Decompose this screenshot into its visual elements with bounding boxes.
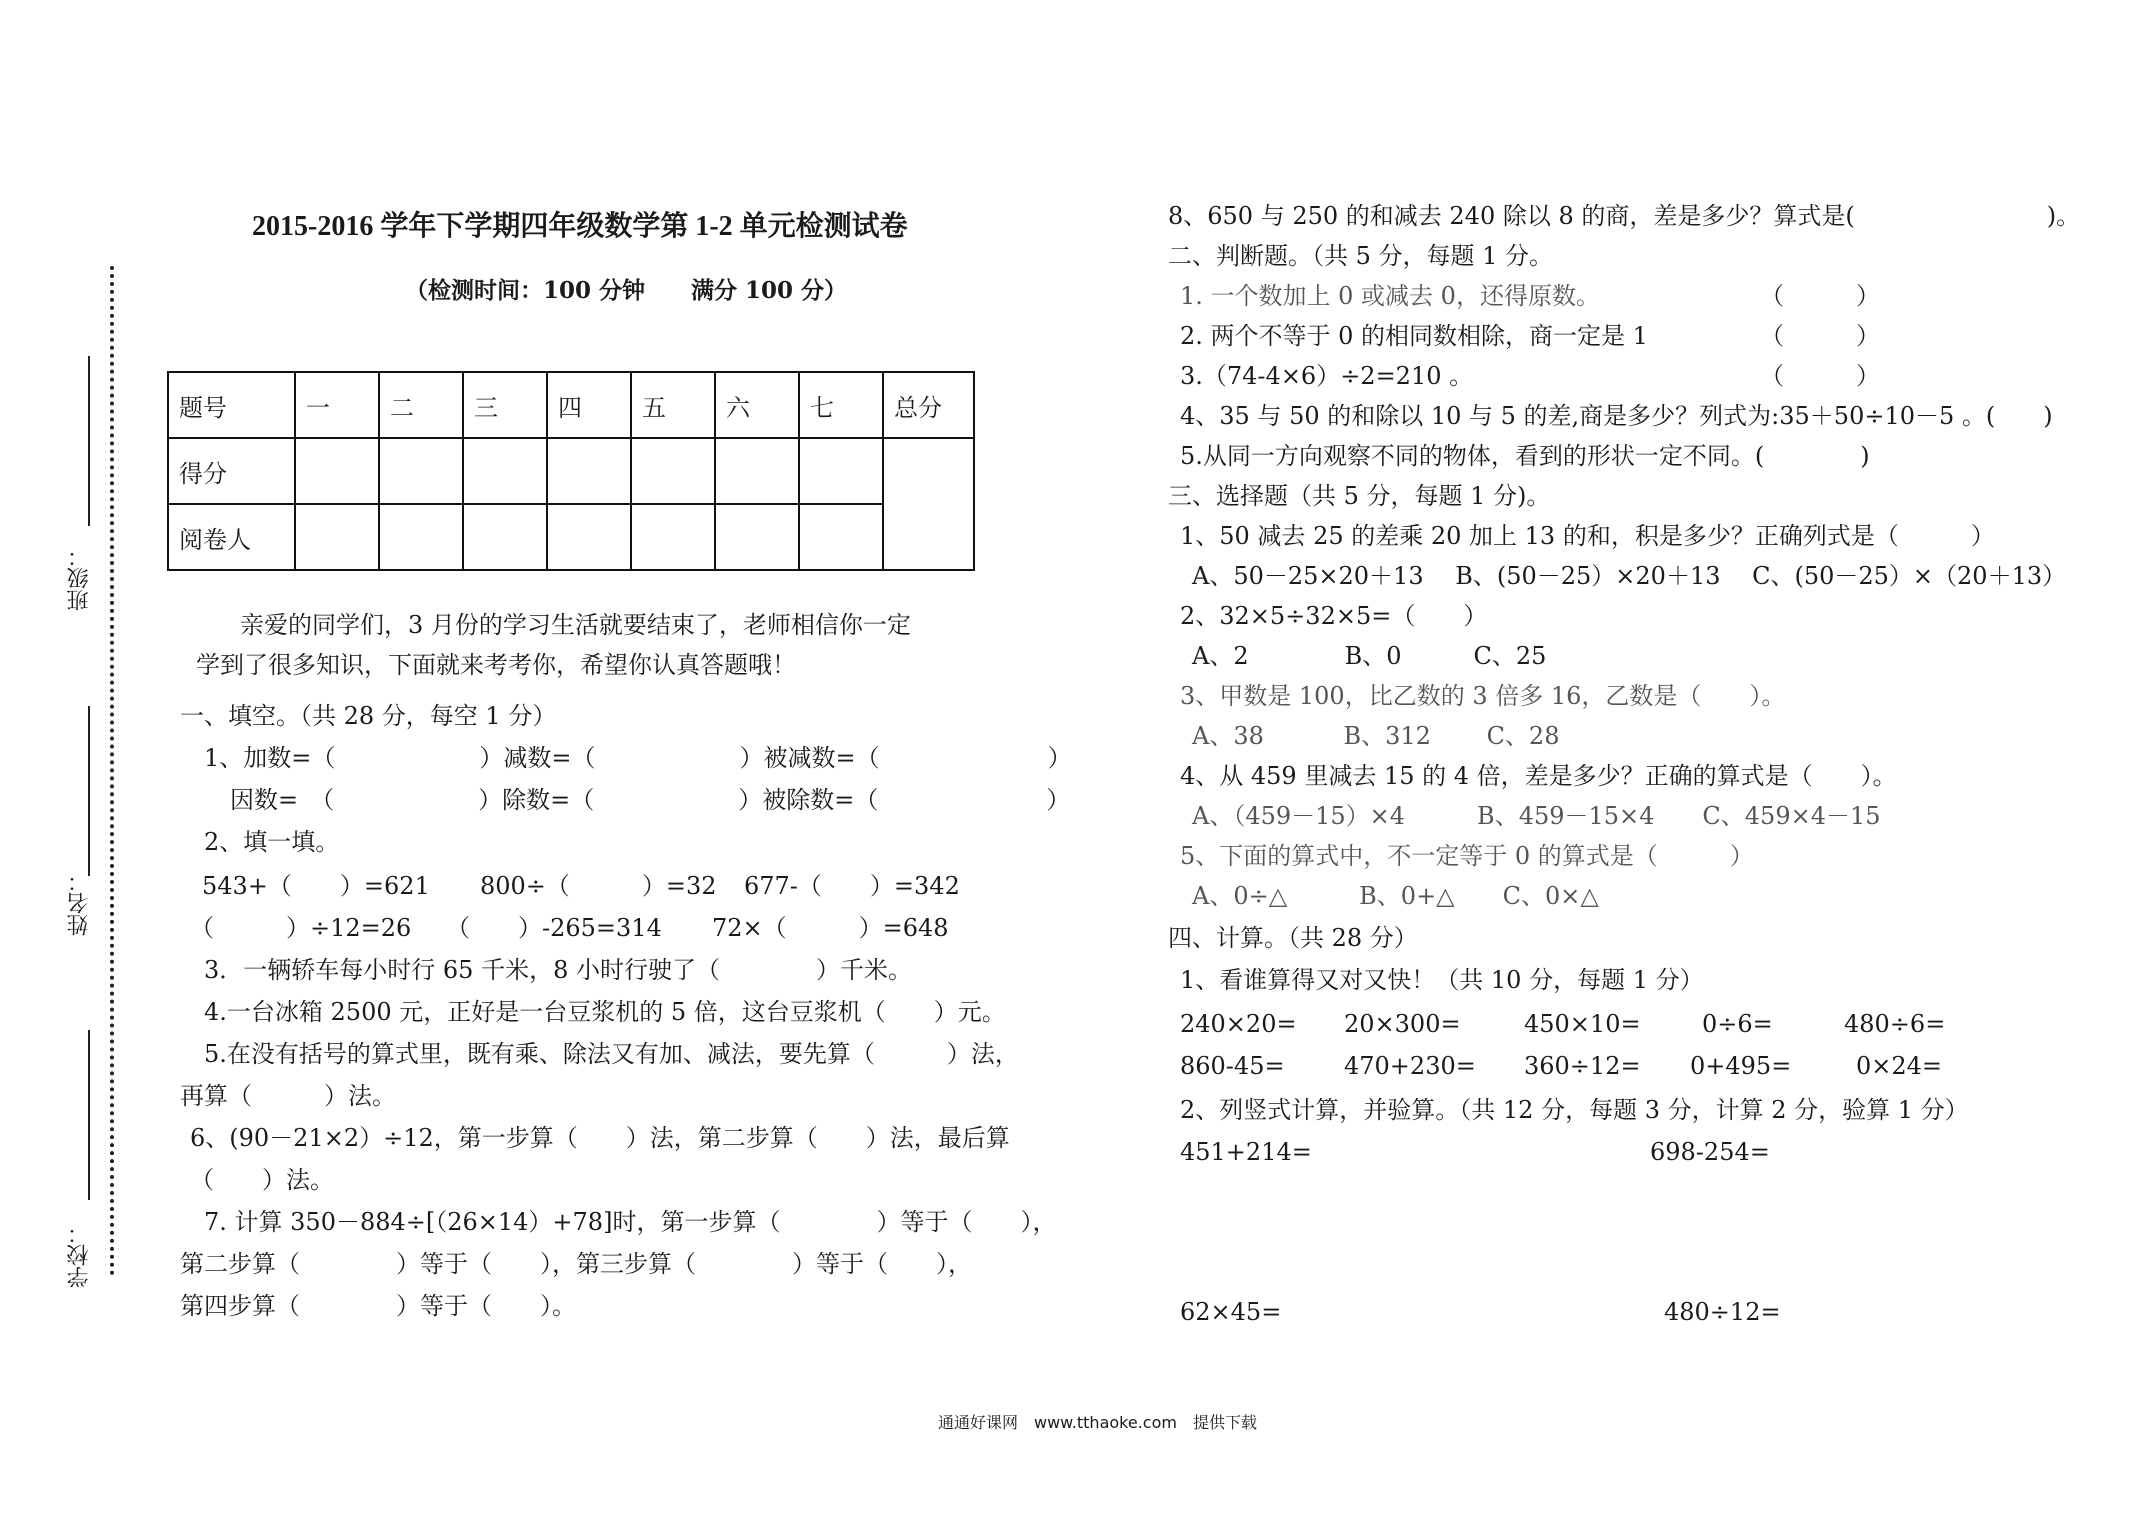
question-2b-3: 72×（ ）=648 [712, 914, 949, 942]
choice-5-options: A、0÷△ B、0+△ C、0×△ [1192, 882, 1599, 910]
class-label: 班级： [67, 545, 92, 611]
score-cell[interactable] [547, 438, 631, 504]
section-2-heading: 二、判断题。（共 5 分，每题 1 分。 [1168, 242, 1554, 270]
question-7b: 第二步算（ ）等于（ ），第三步算（ ）等于（ ）， [180, 1250, 972, 1278]
calc-item: 480÷6= [1844, 1010, 1946, 1038]
grader-cell[interactable] [547, 504, 631, 570]
table-cell: 一 [295, 372, 379, 438]
question-7c: 第四步算（ ）等于（ ）。 [180, 1292, 576, 1320]
school-line [88, 1030, 90, 1200]
section-3-heading: 三、选择题（共 5 分，每题 1 分)。 [1168, 482, 1551, 510]
judge-2: 2. 两个不等于 0 的相同数相除，商一定是 1 [1180, 322, 1648, 350]
calc-item: 860-45= [1180, 1052, 1285, 1080]
school-label: 学校： [67, 1222, 92, 1288]
calc-item: 0+495= [1690, 1052, 1792, 1080]
grader-cell[interactable] [715, 504, 799, 570]
question-2a-3: 677-（ ）=342 [744, 872, 960, 900]
question-4: 4.一台冰箱 2500 元，正好是一台豆浆机的 5 倍，这台豆浆机（ ）元。 [204, 998, 1006, 1026]
table-cell: 五 [631, 372, 715, 438]
total-score-cell[interactable] [883, 438, 974, 570]
vertical-calc-4: 480÷12= [1664, 1298, 1781, 1326]
calc-2-heading: 2、列竖式计算，并验算。（共 12 分，每题 3 分，计算 2 分，验算 1 分） [1180, 1096, 1969, 1124]
question-2a-2: 800÷（ ）=32 [480, 872, 717, 900]
score-cell[interactable] [379, 438, 463, 504]
footer-source: 通通好课网 www.tthaoke.com 提供下载 [938, 1413, 1257, 1432]
judge-1: 1. 一个数加上 0 或减去 0，还得原数。 [1180, 282, 1600, 310]
grader-row [168, 504, 974, 570]
vertical-calc-2: 698-254= [1650, 1138, 1770, 1166]
name-label: 姓名： [67, 870, 92, 936]
intro-line-1: 亲爱的同学们，3 月份的学习生活就要结束了，老师相信你一定 [240, 611, 911, 639]
name-line [88, 706, 90, 876]
question-6b: （ ）法。 [190, 1166, 334, 1194]
judge-2-answer[interactable]: （ ） [1760, 322, 1880, 350]
judge-5: 5.从同一方向观察不同的物体，看到的形状一定不同。( ) [1180, 442, 1870, 470]
choice-5: 5、下面的算式中，不一定等于 0 的算式是（ ） [1180, 842, 1754, 870]
choice-4: 4、从 459 里减去 15 的 4 倍，差是多少？正确的算式是（ ）。 [1180, 762, 1897, 790]
calc-item: 240×20= [1180, 1010, 1297, 1038]
choice-2-options: A、2 B、0 C、25 [1192, 642, 1547, 670]
question-1a: 1、加数=（ ）减数=（ ）被减数=（ ） [204, 744, 1072, 772]
calc-item: 360÷12= [1524, 1052, 1641, 1080]
grader-cell[interactable] [631, 504, 715, 570]
section-4-heading: 四、计算。（共 28 分） [1168, 924, 1418, 952]
score-cell[interactable] [799, 438, 883, 504]
table-cell: 得分 [168, 438, 295, 504]
question-2b-2: （ ）-265=314 [446, 914, 662, 942]
page-title: 2015-2016 学年下学期四年级数学第 1-2 单元检测试卷 [252, 211, 908, 242]
table-cell: 题号 [168, 372, 295, 438]
calc-1-heading: 1、看谁算得又对又快！（共 10 分，每题 1 分） [1180, 966, 1704, 994]
question-8: 8、650 与 250 的和减去 240 除以 8 的商，差是多少？算式是( )。 [1168, 202, 2081, 230]
choice-1: 1、50 减去 25 的差乘 20 加上 13 的和，积是多少？正确列式是（ ） [1180, 522, 1995, 550]
question-5a: 5.在没有括号的算式里，既有乘、除法又有加、减法，要先算（ ）法， [204, 1040, 1019, 1068]
score-cell[interactable] [463, 438, 547, 504]
vertical-calc-1: 451+214= [1180, 1138, 1312, 1166]
judge-3-answer[interactable]: （ ） [1760, 362, 1880, 390]
vertical-calc-3: 62×45= [1180, 1298, 1282, 1326]
choice-1-options: A、50－25×20＋13 B、(50－25）×20＋13 C、(50－25）×（20＋13） [1192, 562, 2067, 590]
question-3: 3．一辆轿车每小时行 65 千米，8 小时行驶了（ ）千米。 [204, 956, 912, 984]
table-cell: 四 [547, 372, 631, 438]
score-row [168, 438, 974, 504]
table-cell: 三 [463, 372, 547, 438]
table-cell: 阅卷人 [168, 504, 295, 570]
question-6a: 6、(90－21×2）÷12，第一步算（ ）法，第二步算（ ）法，最后算 [190, 1124, 1010, 1152]
table-cell: 七 [799, 372, 883, 438]
question-2a-1: 543+（ ）=621 [202, 872, 430, 900]
question-7a: 7. 计算 350－884÷[（26×14）+78]时，第一步算（ ）等于（ ）， [204, 1208, 1057, 1236]
grader-cell[interactable] [799, 504, 883, 570]
page-subtitle: （检测时间：100 分钟 满分 100 分） [405, 277, 848, 304]
grader-cell[interactable] [379, 504, 463, 570]
score-cell[interactable] [295, 438, 379, 504]
score-table-header-row [168, 372, 974, 438]
table-cell: 二 [379, 372, 463, 438]
calc-item: 470+230= [1344, 1052, 1476, 1080]
grader-cell[interactable] [295, 504, 379, 570]
question-2: 2、填一填。 [204, 828, 340, 856]
choice-3-options: A、38 B、312 C、28 [1192, 722, 1560, 750]
choice-2: 2、32×5÷32×5=（ ） [1180, 602, 1488, 630]
choice-3: 3、甲数是 100，比乙数的 3 倍多 16，乙数是（ ）。 [1180, 682, 1786, 710]
judge-3: 3.（74-4×6）÷2=210 。 [1180, 362, 1474, 390]
calc-item: 0×24= [1856, 1052, 1943, 1080]
intro-line-2: 学到了很多知识，下面就来考考你，希望你认真答题哦！ [196, 651, 796, 679]
score-cell[interactable] [715, 438, 799, 504]
choice-4-options: A、（459－15）×4 B、459－15×4 C、459×4－15 [1192, 802, 1881, 830]
table-cell: 六 [715, 372, 799, 438]
score-cell[interactable] [631, 438, 715, 504]
calc-item: 20×300= [1344, 1010, 1461, 1038]
question-2b-1: （ ）÷12=26 [190, 914, 412, 942]
grader-cell[interactable] [463, 504, 547, 570]
class-line [88, 356, 90, 526]
question-1b: 因数= （ ）除数=（ ）被除数=（ ） [230, 786, 1071, 814]
section-1-heading: 一、填空。（共 28 分，每空 1 分） [180, 702, 557, 730]
question-5b: 再算（ ）法。 [180, 1082, 396, 1110]
judge-1-answer[interactable]: （ ） [1760, 282, 1880, 310]
binding-dotted-line [110, 266, 114, 1276]
calc-item: 0÷6= [1702, 1010, 1773, 1038]
judge-4: 4、35 与 50 的和除以 10 与 5 的差,商是多少？列式为:35＋50÷10－5 。( ) [1180, 402, 2053, 430]
score-table [167, 371, 975, 571]
calc-item: 450×10= [1524, 1010, 1641, 1038]
table-cell: 总分 [883, 372, 974, 438]
